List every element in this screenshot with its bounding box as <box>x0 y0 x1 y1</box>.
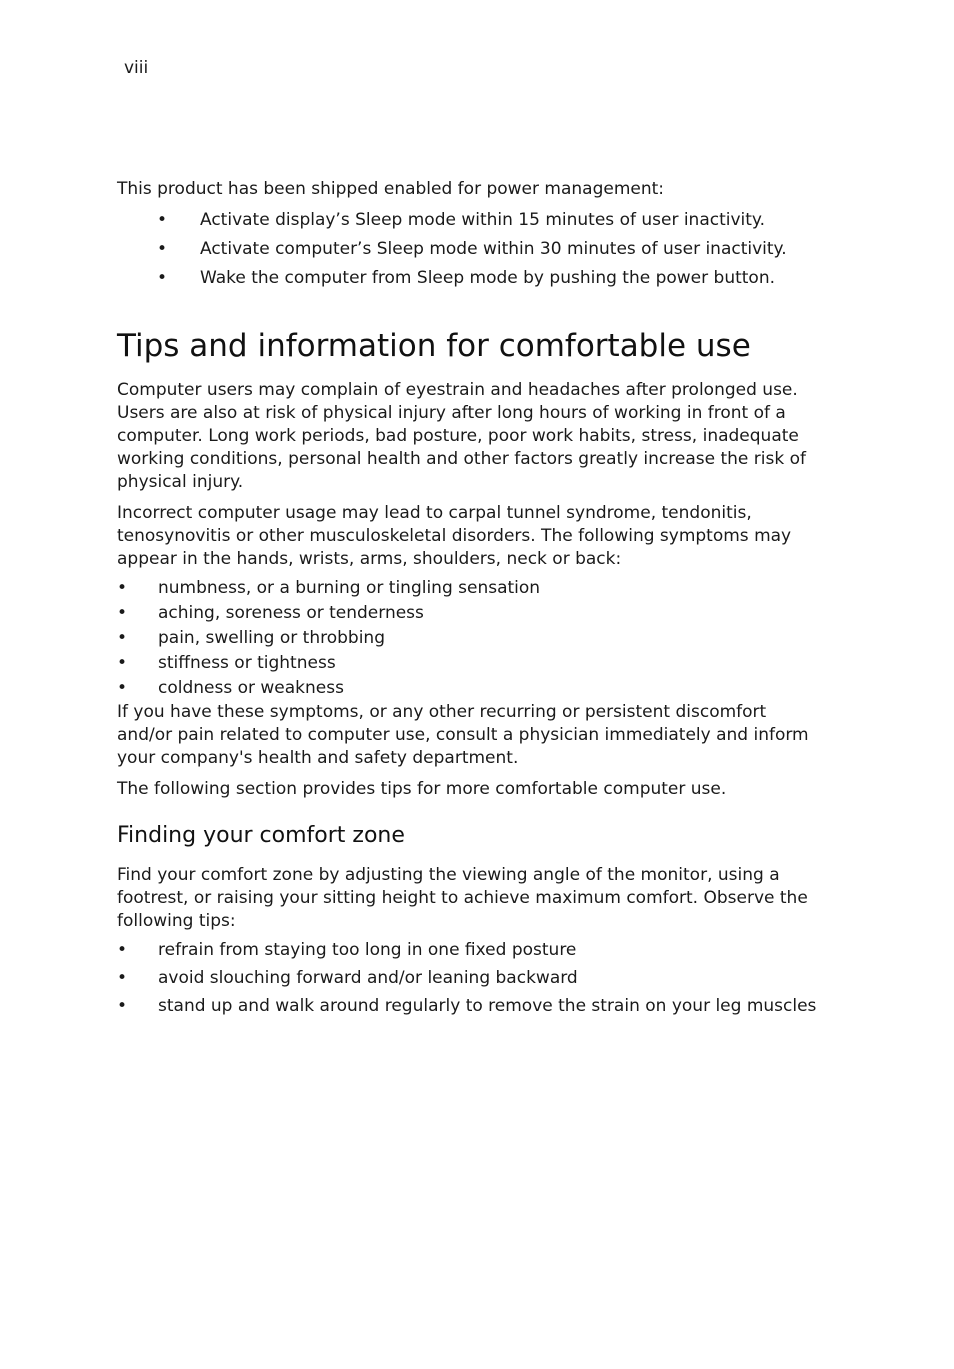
following-section-paragraph: The following section provides tips for more comfortable computer use. <box>117 779 727 799</box>
list-item-text: refrain from staying too long in one fixed posture <box>158 940 577 960</box>
list-item <box>117 995 817 1018</box>
disorders-paragraph: Incorrect computer usage may lead to carpal tunnel syndrome, tendonitis, tenosynovitis or other musculoskeletal disorders. The following symptoms may appear in the hands, wrists, arms, shoulders, neck or back: <box>117 503 792 569</box>
list-item <box>117 652 817 675</box>
list-item <box>117 602 817 625</box>
bullet-icon: • <box>117 603 128 623</box>
bullet-icon: • <box>117 678 128 698</box>
list-item <box>117 677 817 700</box>
bullet-icon: • <box>117 578 128 598</box>
list-item-text: Wake the computer from Sleep mode by pushing the power button. <box>200 268 776 288</box>
list-item <box>117 577 817 600</box>
bullet-icon: • <box>157 210 168 230</box>
list-item <box>117 967 817 990</box>
symptoms-advice-paragraph: If you have these symptoms, or any other recurring or persistent discomfort and/or pain related to computer use, consult a physician immediately and inform your company's health and safety department. <box>117 702 809 768</box>
page-number: viii <box>124 58 149 78</box>
list-item-text: stand up and walk around regularly to remove the strain on your leg muscles <box>158 996 817 1016</box>
comfort-tips-list <box>117 939 817 1018</box>
list-item <box>117 627 817 650</box>
bullet-icon: • <box>117 653 128 673</box>
bullet-icon: • <box>117 996 128 1016</box>
list-item-text: Activate computer’s Sleep mode within 30 minutes of user inactivity. <box>200 239 787 259</box>
page-content <box>117 178 817 1023</box>
power-management-intro: This product has been shipped enabled for power management: <box>117 179 665 199</box>
list-item-text: stiffness or tightness <box>158 653 336 673</box>
list-item-text: coldness or weakness <box>158 678 344 698</box>
bullet-icon: • <box>157 268 168 288</box>
comfort-zone-paragraph: Find your comfort zone by adjusting the viewing angle of the monitor, using a footrest, or raising your sitting height to achieve maximum comfort. Observe the following tips: <box>117 865 808 931</box>
list-item-text: pain, swelling or throbbing <box>158 628 385 648</box>
list-item-text: Activate display’s Sleep mode within 15 minutes of user inactivity. <box>200 210 765 230</box>
bullet-icon: • <box>117 940 128 960</box>
list-item-text: avoid slouching forward and/or leaning backward <box>158 968 578 988</box>
bullet-icon: • <box>157 239 168 259</box>
bullet-icon: • <box>117 628 128 648</box>
bullet-icon: • <box>117 968 128 988</box>
intro-paragraph: Computer users may complain of eyestrain and headaches after prolonged use. Users are also at risk of physical injury after long hours of working in front of a computer. Long work periods, bad posture, poor work habits, stress, inadequate working conditions, personal health and other factors greatly increase the risk of physical injury. <box>117 380 806 492</box>
list-item <box>117 206 817 235</box>
list-item-text: aching, soreness or tenderness <box>158 603 424 623</box>
power-management-list <box>117 206 817 293</box>
list-item <box>117 939 817 962</box>
section-title: Tips and information for comfortable use <box>117 328 751 364</box>
subsection-title: Finding your comfort zone <box>117 823 405 848</box>
list-item <box>117 264 817 293</box>
symptoms-list <box>117 577 817 700</box>
list-item <box>117 235 817 264</box>
list-item-text: numbness, or a burning or tingling sensation <box>158 578 541 598</box>
